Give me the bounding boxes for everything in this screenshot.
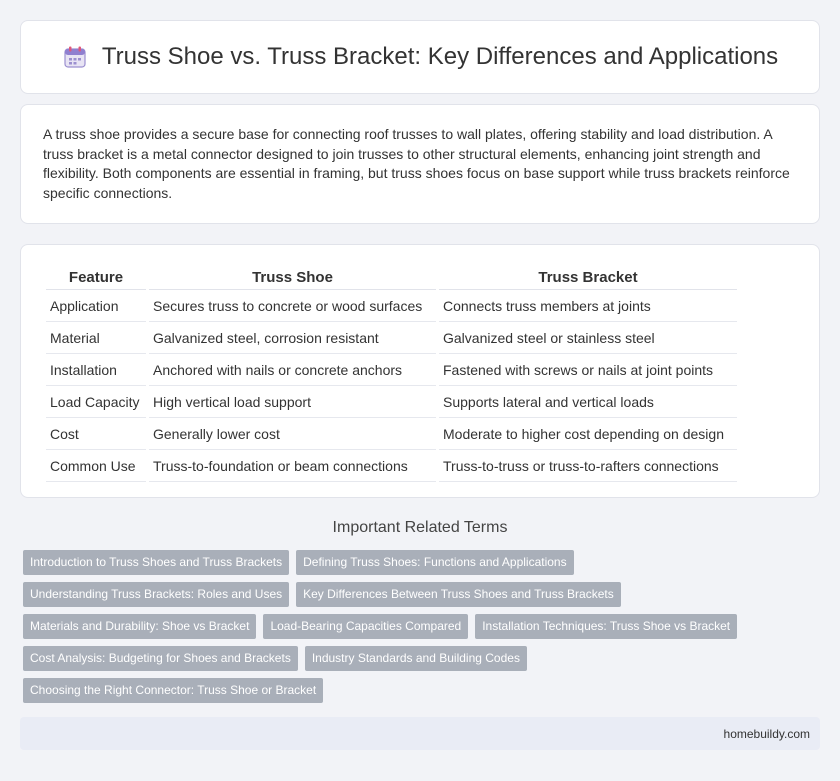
related-terms <box>23 550 823 710</box>
table-cell: Material <box>46 324 146 354</box>
table-cell: Galvanized steel, corrosion resistant <box>149 324 436 354</box>
title-card <box>20 20 820 94</box>
header-truss-shoe: Truss Shoe <box>149 267 436 290</box>
table-cell: Cost <box>46 420 146 450</box>
table-cell: Secures truss to concrete or wood surfaces <box>149 292 436 322</box>
table-row <box>46 388 737 418</box>
footer-site-link[interactable]: homebuildy.com <box>723 726 810 741</box>
term-tag[interactable]: Cost Analysis: Budgeting for Shoes and Brackets <box>23 646 298 671</box>
footer <box>20 717 820 750</box>
term-tag[interactable]: Industry Standards and Building Codes <box>305 646 527 671</box>
table-cell: Fastened with screws or nails at joint points <box>439 356 737 386</box>
table-cell: Supports lateral and vertical loads <box>439 388 737 418</box>
term-tag[interactable]: Understanding Truss Brackets: Roles and Uses <box>23 582 289 607</box>
term-tag[interactable]: Installation Techniques: Truss Shoe vs Bracket <box>475 614 737 639</box>
term-tag[interactable]: Choosing the Right Connector: Truss Shoe or Bracket <box>23 678 323 703</box>
term-tag[interactable]: Materials and Durability: Shoe vs Bracket <box>23 614 256 639</box>
calendar-icon <box>62 44 88 70</box>
header-feature: Feature <box>46 267 146 290</box>
term-tag[interactable]: Defining Truss Shoes: Functions and Applications <box>296 550 573 575</box>
table-cell: Connects truss members at joints <box>439 292 737 322</box>
table-header-row <box>46 267 737 290</box>
term-row <box>23 614 823 639</box>
comparison-table <box>43 265 740 484</box>
table-cell: Galvanized steel or stainless steel <box>439 324 737 354</box>
table-cell: Generally lower cost <box>149 420 436 450</box>
table-cell: Application <box>46 292 146 322</box>
term-tag[interactable]: Key Differences Between Truss Shoes and Truss Brackets <box>296 582 621 607</box>
table-row <box>46 420 737 450</box>
table-cell: Installation <box>46 356 146 386</box>
table-cell: High vertical load support <box>149 388 436 418</box>
term-row <box>23 550 823 575</box>
term-tag[interactable]: Introduction to Truss Shoes and Truss Brackets <box>23 550 289 575</box>
term-tag[interactable]: Load-Bearing Capacities Compared <box>263 614 468 639</box>
table-cell: Common Use <box>46 452 146 482</box>
intro-paragraph: A truss shoe provides a secure base for connecting roof trusses to wall plates, offering stability and load distribution. A truss bracket is a metal connector designed to join trusses to other structural elements, enhancing joint strength and flexibility. Both components are essential in framing, but truss shoes focus on base support while truss brackets reinforce specific connections. <box>43 126 790 201</box>
intro-card <box>20 104 820 224</box>
title-wrap <box>62 43 778 71</box>
term-row <box>23 678 823 703</box>
table-row <box>46 292 737 322</box>
page-title: Truss Shoe vs. Truss Bracket: Key Differences and Applications <box>101 43 779 70</box>
table-cell: Truss-to-foundation or beam connections <box>149 452 436 482</box>
table-row <box>46 324 737 354</box>
term-row <box>23 582 823 607</box>
header-truss-bracket: Truss Bracket <box>439 267 737 290</box>
table-cell: Truss-to-truss or truss-to-rafters connections <box>439 452 737 482</box>
table-row <box>46 452 737 482</box>
table-row <box>46 356 737 386</box>
table-cell: Moderate to higher cost depending on design <box>439 420 737 450</box>
table-cell: Load Capacity <box>46 388 146 418</box>
comparison-table-card <box>20 244 820 498</box>
term-row <box>23 646 823 671</box>
related-terms-heading: Important Related Terms <box>332 519 508 536</box>
table-cell: Anchored with nails or concrete anchors <box>149 356 436 386</box>
